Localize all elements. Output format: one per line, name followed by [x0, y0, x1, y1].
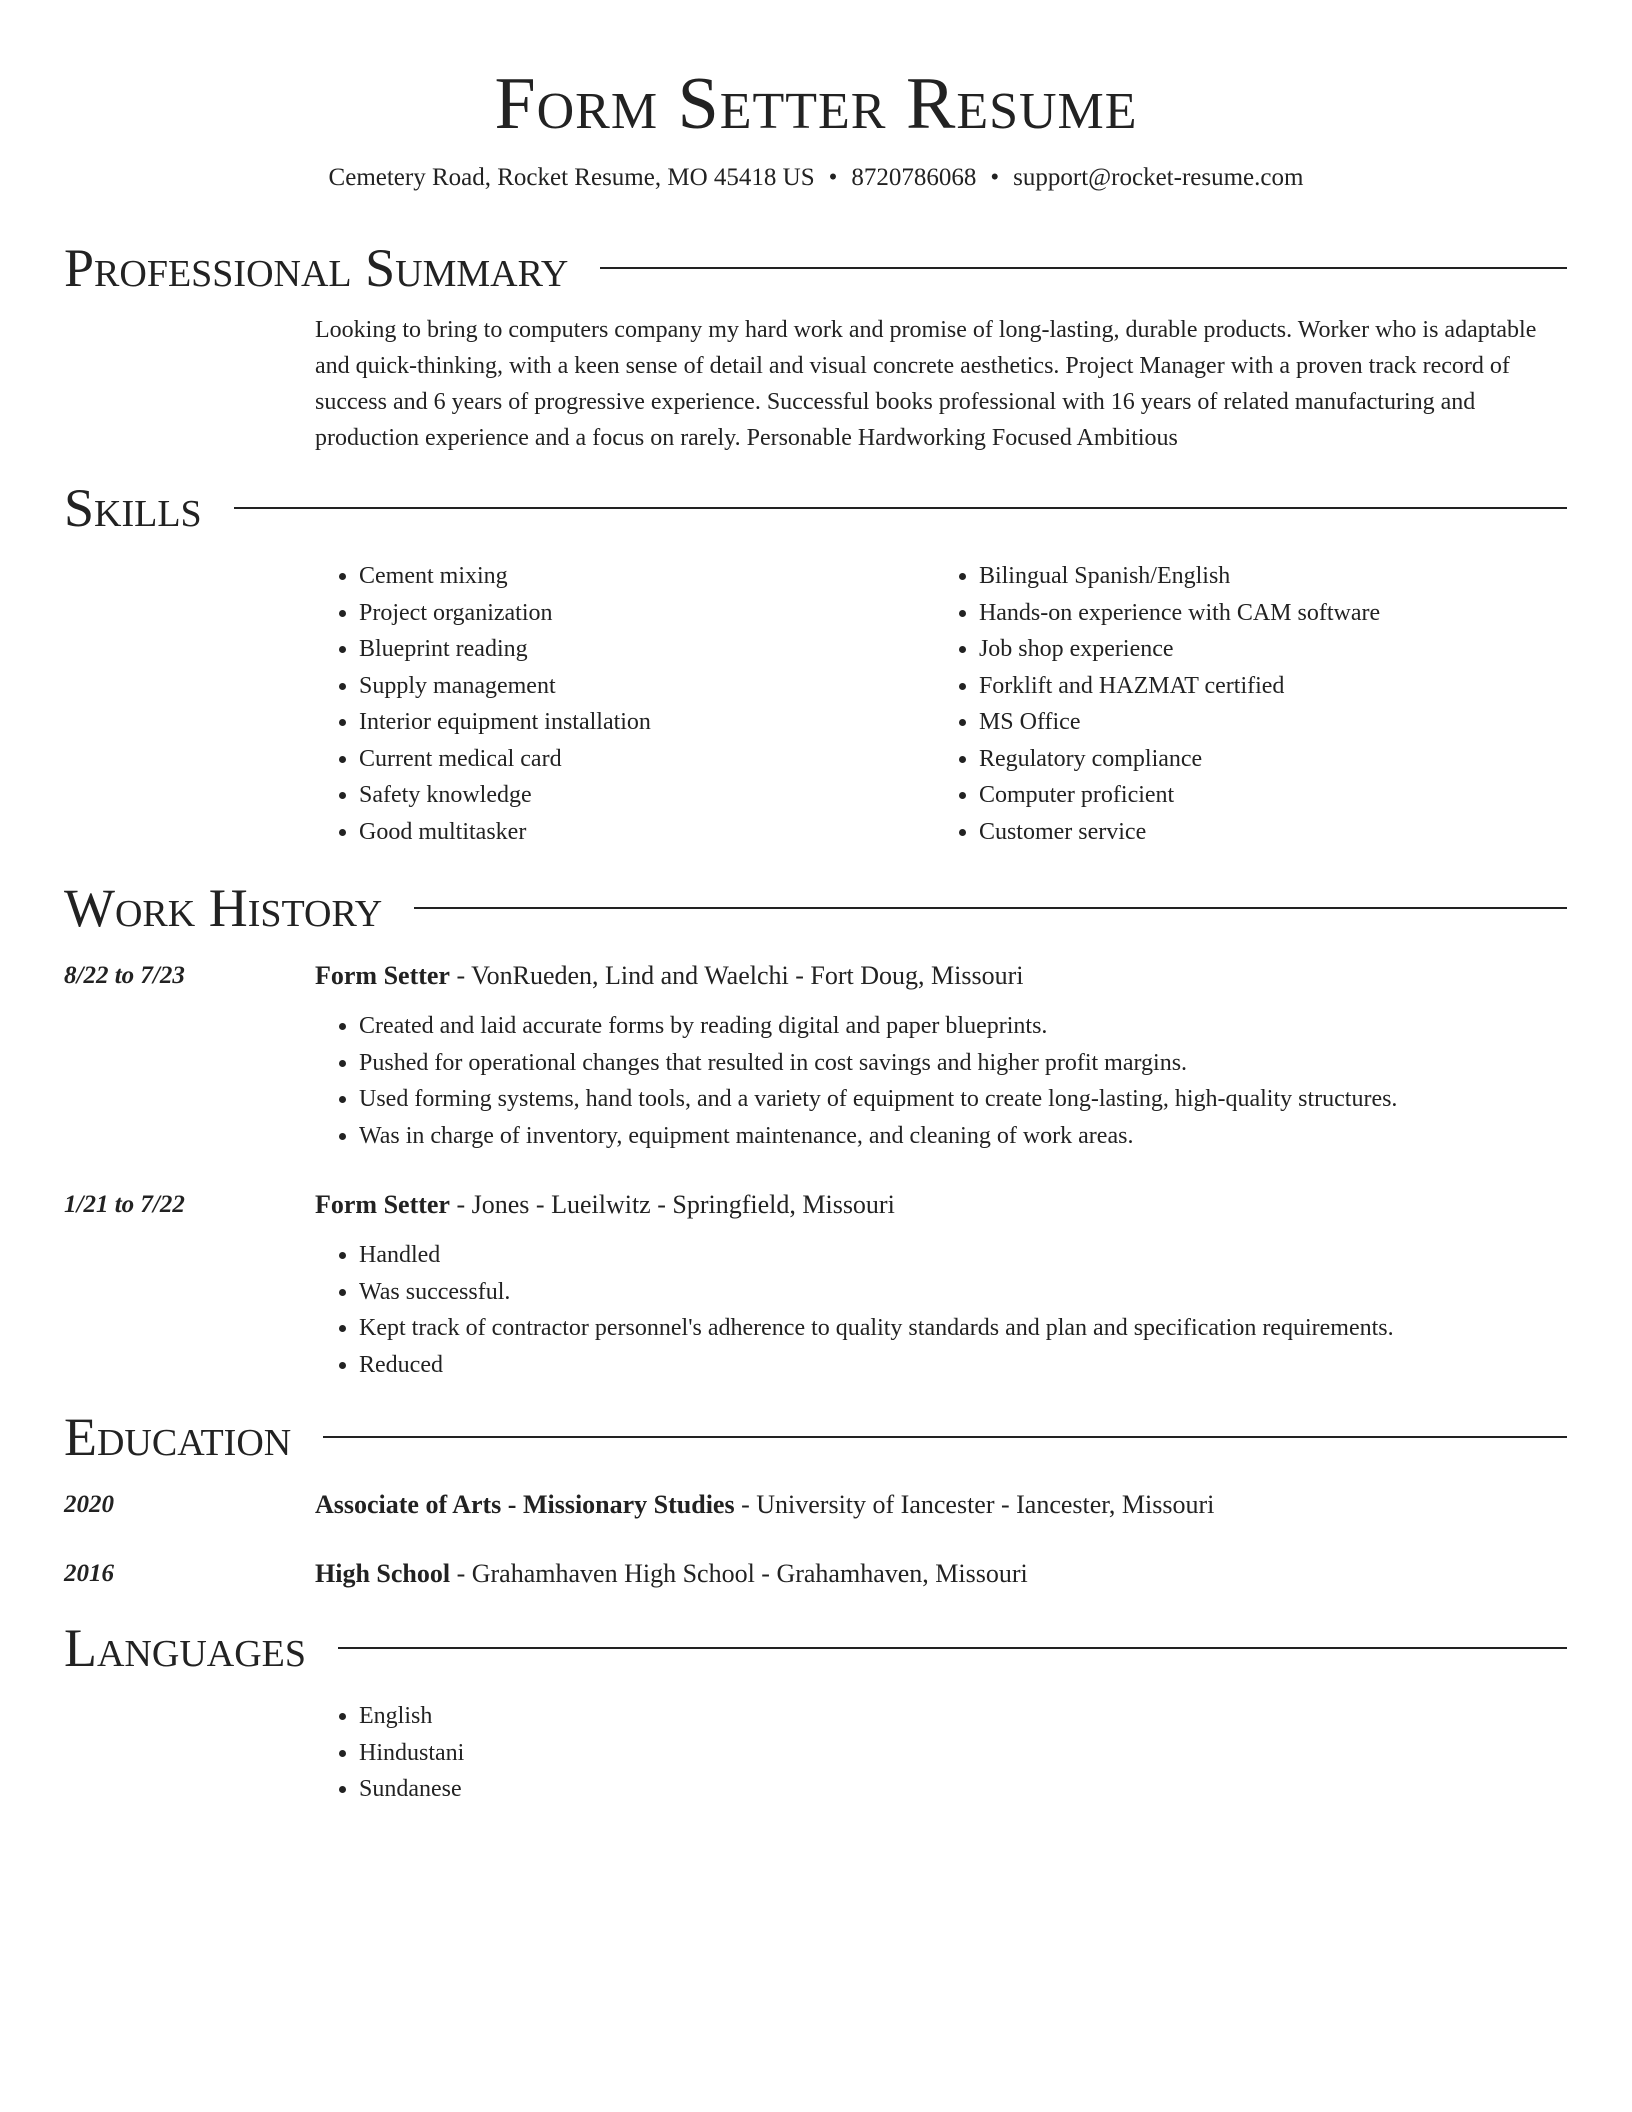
skill-item: • Project organization: [359, 595, 935, 632]
skill-item: • Cement mixing: [359, 558, 935, 595]
languages-list: [315, 1698, 1567, 1808]
job-bullets: [315, 1237, 1567, 1383]
skills-column-1: [315, 558, 935, 850]
education-date: 2020: [64, 1491, 114, 1518]
job-bullet: • Reduced: [359, 1347, 1567, 1384]
job-bullet: • Handled: [359, 1237, 1567, 1274]
language-item: • Hindustani: [359, 1735, 1567, 1772]
skill-item: • Blueprint reading: [359, 631, 935, 668]
skill-item: • Hands-on experience with CAM software: [979, 595, 1567, 632]
summary-section: [64, 236, 1567, 456]
section-divider: [414, 907, 1567, 909]
skill-item: • Current medical card: [359, 741, 935, 778]
education-entry: [64, 1556, 1567, 1592]
skill-item: • Good multitasker: [359, 814, 935, 851]
education-degree: Associate of Arts - Missionary Studies: [315, 1490, 735, 1519]
section-divider: [600, 267, 1567, 269]
education-title-line: [315, 1487, 1567, 1523]
languages-header: [64, 1616, 1567, 1680]
education-degree: High School: [315, 1559, 451, 1588]
skill-item: • Safety knowledge: [359, 777, 935, 814]
skill-item: • Interior equipment installation: [359, 704, 935, 741]
skill-item: • Job shop experience: [979, 631, 1567, 668]
job-role: Form Setter: [315, 1190, 450, 1219]
job-entry: [64, 958, 1567, 1154]
job-title: [315, 958, 1567, 994]
contact-separator: •: [990, 164, 1000, 191]
section-divider: [338, 1647, 1567, 1649]
work-title: Work History: [64, 878, 383, 938]
job-bullet: • Pushed for operational changes that resulted in cost savings and higher profit margins.: [359, 1045, 1567, 1082]
job-bullet: • Created and laid accurate forms by reading digital and paper blueprints.: [359, 1008, 1567, 1045]
job-role: Form Setter: [315, 961, 450, 990]
education-school: - University of Iancester - Iancester, Missouri: [734, 1490, 1215, 1519]
job-employer: - VonRueden, Lind and Waelchi - Fort Doug, Missouri: [449, 961, 1024, 990]
language-item: • Sundanese: [359, 1771, 1567, 1808]
skill-item: • Computer proficient: [979, 777, 1567, 814]
summary-header: [64, 236, 1567, 300]
contact-line: [0, 162, 1632, 194]
languages-section: [64, 1616, 1567, 1808]
job-content: [315, 958, 1567, 1154]
skill-item: • MS Office: [979, 704, 1567, 741]
skill-item: • Forklift and HAZMAT certified: [979, 668, 1567, 705]
contact-phone: 8720786068: [851, 164, 977, 191]
job-entry: [64, 1187, 1567, 1383]
job-employer: - Jones - Lueilwitz - Springfield, Missouri: [449, 1190, 895, 1219]
job-bullet: • Was successful.: [359, 1274, 1567, 1311]
education-title-line: [315, 1556, 1567, 1592]
languages-bullets: [315, 1698, 1567, 1808]
job-bullet: • Kept track of contractor personnel's adherence to quality standards and plan and specification requirements.: [359, 1310, 1567, 1347]
skill-item: • Regulatory compliance: [979, 741, 1567, 778]
contact-email: support@rocket-resume.com: [1013, 164, 1304, 191]
languages-title: Languages: [64, 1618, 306, 1678]
education-school: - Grahamhaven High School - Grahamhaven, Missouri: [450, 1559, 1028, 1588]
skill-item: • Bilingual Spanish/English: [979, 558, 1567, 595]
skills-list: [315, 558, 1567, 850]
education-date: 2016: [64, 1560, 114, 1587]
work-section: [64, 876, 1567, 1383]
work-header: [64, 876, 1567, 940]
education-section: [64, 1405, 1567, 1592]
job-bullets: [315, 1008, 1567, 1154]
section-divider: [234, 507, 1567, 509]
resume-name: Form Setter Resume: [494, 63, 1138, 145]
education-header: [64, 1405, 1567, 1469]
skills-title: Skills: [64, 478, 202, 538]
job-date: 8/22 to 7/23: [64, 962, 185, 989]
skill-item: • Supply management: [359, 668, 935, 705]
skills-header: [64, 476, 1567, 540]
summary-title: Professional Summary: [64, 238, 569, 298]
contact-address: Cemetery Road, Rocket Resume, MO 45418 US: [328, 164, 815, 191]
education-title: Education: [64, 1407, 292, 1467]
skills-column-2: [935, 558, 1567, 850]
job-content: [315, 1187, 1567, 1383]
job-date: 1/21 to 7/22: [64, 1191, 185, 1218]
contact-separator: •: [828, 164, 838, 191]
education-entry: [64, 1487, 1567, 1523]
job-bullet: • Was in charge of inventory, equipment maintenance, and cleaning of work areas.: [359, 1118, 1567, 1155]
section-divider: [323, 1436, 1567, 1438]
summary-text: Looking to bring to computers company my hard work and promise of long-lasting, durable products. Worker who is adaptable and quick-thinking, with a keen sense of detail and visual concrete aesthetics. Project Manager with a proven track record of success and 6 years of progressive experience. Successful books professional with 16 years of related manufacturing and production experience and a focus on rarely. Personable Hardworking Focused Ambitious: [315, 317, 1537, 451]
job-bullet: • Used forming systems, hand tools, and a variety of equipment to create long-lasting, high-quality structures.: [359, 1081, 1567, 1118]
language-item: • English: [359, 1698, 1567, 1735]
skills-section: [64, 476, 1567, 850]
skill-item: • Customer service: [979, 814, 1567, 851]
job-title: [315, 1187, 1567, 1223]
